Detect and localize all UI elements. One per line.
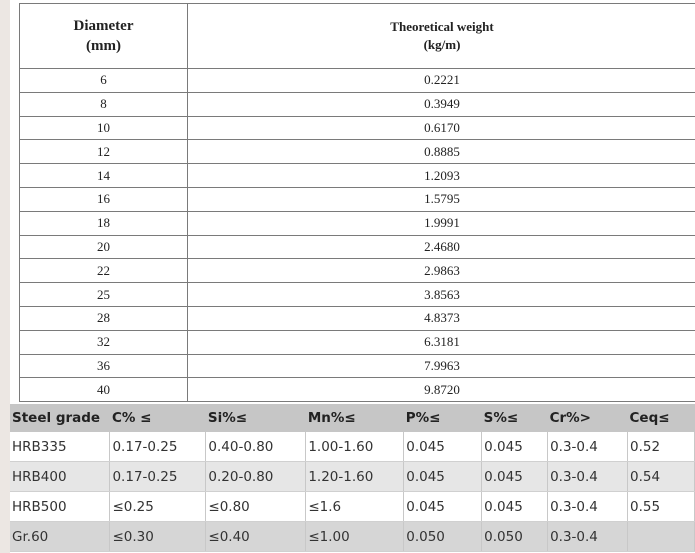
weight-header-label: Theoretical weight [390, 19, 494, 34]
grade-cell: 0.40-0.80 [206, 432, 306, 462]
grade-header-cell: P%≤ [404, 404, 482, 432]
document-page [10, 0, 695, 553]
weight-cell: 7.9963 [188, 354, 695, 378]
weight-cell: 1.5795 [188, 187, 695, 211]
grade-cell: 0.045 [482, 462, 548, 492]
grade-cell: 0.54 [628, 462, 695, 492]
grade-cell: 0.050 [482, 522, 548, 552]
grade-cell: 1.20-1.60 [306, 462, 404, 492]
grade-cell: 0.55 [628, 492, 695, 522]
weight-cell: 9.8720 [188, 378, 695, 402]
diameter-header-label: Diameter [73, 18, 134, 34]
grade-cell: 0.045 [404, 432, 482, 462]
steel-grade-table [10, 404, 695, 552]
diameter-cell: 22 [20, 259, 188, 283]
weight-table-body [20, 69, 695, 402]
weight-table-row [20, 92, 695, 116]
weight-cell: 4.8373 [188, 306, 695, 330]
diameter-cell: 40 [20, 378, 188, 402]
weight-table-row [20, 140, 695, 164]
weight-table-row [20, 283, 695, 307]
weight-cell: 2.9863 [188, 259, 695, 283]
grade-cell: 0.045 [404, 462, 482, 492]
grade-cell: 0.045 [482, 492, 548, 522]
diameter-cell: 25 [20, 283, 188, 307]
grade-cell: HRB400 [10, 462, 110, 492]
diameter-header-unit: (mm) [86, 38, 121, 54]
weight-cell: 2.4680 [188, 235, 695, 259]
weight-table-row [20, 330, 695, 354]
grade-cell: ≤0.25 [110, 492, 206, 522]
diameter-cell: 6 [20, 69, 188, 93]
grade-cell: 0.20-0.80 [206, 462, 306, 492]
diameter-cell: 20 [20, 235, 188, 259]
weight-table-row [20, 69, 695, 93]
grade-table-row [10, 492, 695, 522]
weight-cell: 6.3181 [188, 330, 695, 354]
grade-header-cell: Cr%> [548, 404, 628, 432]
grade-cell: ≤0.30 [110, 522, 206, 552]
grade-header-cell: Si%≤ [206, 404, 306, 432]
grade-header-cell: Ceq≤ [628, 404, 695, 432]
weight-table-row [20, 378, 695, 402]
weight-cell: 3.8563 [188, 283, 695, 307]
weight-cell: 1.2093 [188, 164, 695, 188]
diameter-cell: 16 [20, 187, 188, 211]
grade-header-cell: C% ≤ [110, 404, 206, 432]
diameter-header [20, 4, 188, 69]
diameter-cell: 18 [20, 211, 188, 235]
grade-header-cell: Steel grade [10, 404, 110, 432]
grade-cell: 0.050 [404, 522, 482, 552]
diameter-cell: 14 [20, 164, 188, 188]
grade-cell: 0.52 [628, 432, 695, 462]
grade-cell: Gr.60 [10, 522, 110, 552]
weight-header-unit: (kg/m) [423, 37, 461, 52]
weight-table-row [20, 211, 695, 235]
grade-table-row [10, 522, 695, 552]
grade-table-row [10, 462, 695, 492]
grade-cell: 0.3-0.4 [548, 432, 628, 462]
grade-cell: 0.3-0.4 [548, 522, 628, 552]
weight-table-row [20, 164, 695, 188]
grade-cell: 0.17-0.25 [110, 462, 206, 492]
grade-table-row [10, 432, 695, 462]
weight-table-row [20, 116, 695, 140]
diameter-cell: 8 [20, 92, 188, 116]
weight-cell: 0.2221 [188, 69, 695, 93]
grade-header-cell: S%≤ [482, 404, 548, 432]
weight-table-row [20, 354, 695, 378]
grade-cell: 1.00-1.60 [306, 432, 404, 462]
diameter-cell: 12 [20, 140, 188, 164]
weight-table-row [20, 259, 695, 283]
grade-header-cell: Mn%≤ [306, 404, 404, 432]
diameter-cell: 10 [20, 116, 188, 140]
diameter-cell: 28 [20, 306, 188, 330]
weight-cell: 1.9991 [188, 211, 695, 235]
weight-table-row [20, 235, 695, 259]
theoretical-weight-table [19, 3, 695, 402]
grade-table-body [10, 432, 695, 552]
grade-cell: 0.045 [482, 432, 548, 462]
grade-cell: 0.3-0.4 [548, 492, 628, 522]
weight-cell: 0.8885 [188, 140, 695, 164]
diameter-cell: 36 [20, 354, 188, 378]
grade-cell: HRB500 [10, 492, 110, 522]
grade-cell: ≤1.00 [306, 522, 404, 552]
grade-cell: 0.3-0.4 [548, 462, 628, 492]
grade-cell: HRB335 [10, 432, 110, 462]
grade-cell: ≤1.6 [306, 492, 404, 522]
weight-header [188, 4, 695, 69]
diameter-cell: 32 [20, 330, 188, 354]
grade-cell: 0.045 [404, 492, 482, 522]
weight-table-header-row [20, 4, 695, 69]
grade-table-header-row [10, 404, 695, 432]
grade-cell [628, 522, 695, 552]
grade-cell: ≤0.40 [206, 522, 306, 552]
grade-cell: 0.17-0.25 [110, 432, 206, 462]
weight-cell: 0.3949 [188, 92, 695, 116]
weight-cell: 0.6170 [188, 116, 695, 140]
weight-table-row [20, 187, 695, 211]
grade-cell: ≤0.80 [206, 492, 306, 522]
weight-table-row [20, 306, 695, 330]
